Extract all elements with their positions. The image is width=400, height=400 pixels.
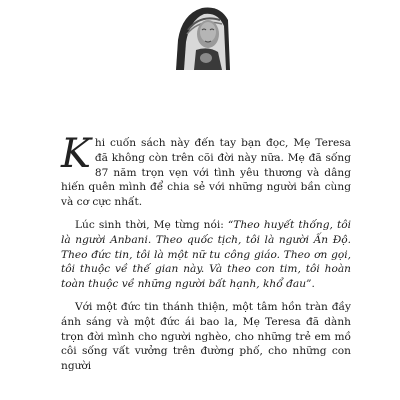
quote-intro: Lúc sinh thời, Mẹ từng nói:: [75, 218, 228, 231]
opening-paragraph-text: hi cuốn sách này đến tay bạn đọc, Mẹ Teresa đã không còn trên cõi đời này nữa. Mẹ đã sống 87 năm trọn vẹn với tình yêu thương và dâng hiến quên mình để chia sẻ với những người bần cùng và cơ cực nhất.: [61, 137, 351, 209]
third-paragraph: [61, 300, 351, 374]
third-paragraph-text: Với một đức tin thánh thiện, một tâm hồn tràn đầy ánh sáng và một đức ái bao la, Mẹ Teresa đã dành trọn đời mình cho người nghèo, cho những trẻ em mồ côi sống vất vưởng trên đường phố, cho những con người: [61, 300, 351, 373]
quote-paragraph: [61, 218, 351, 292]
quote-end: .: [311, 278, 315, 291]
article-body: [61, 131, 351, 382]
opening-paragraph: [61, 131, 351, 210]
quote-text: “Theo huyết thống, tôi là người Anbani. Theo quốc tịch, tôi là người Ấn Độ. Theo đức tin, tôi là một nữ tu công giáo. Theo ơn gọi, tôi thuộc về thế gian này. Và theo con tim, tôi hoàn toàn thuộc về những người bất hạnh, khổ đau”: [61, 218, 351, 291]
mother-teresa-portrait: [170, 0, 240, 70]
drop-cap: K: [61, 131, 91, 177]
